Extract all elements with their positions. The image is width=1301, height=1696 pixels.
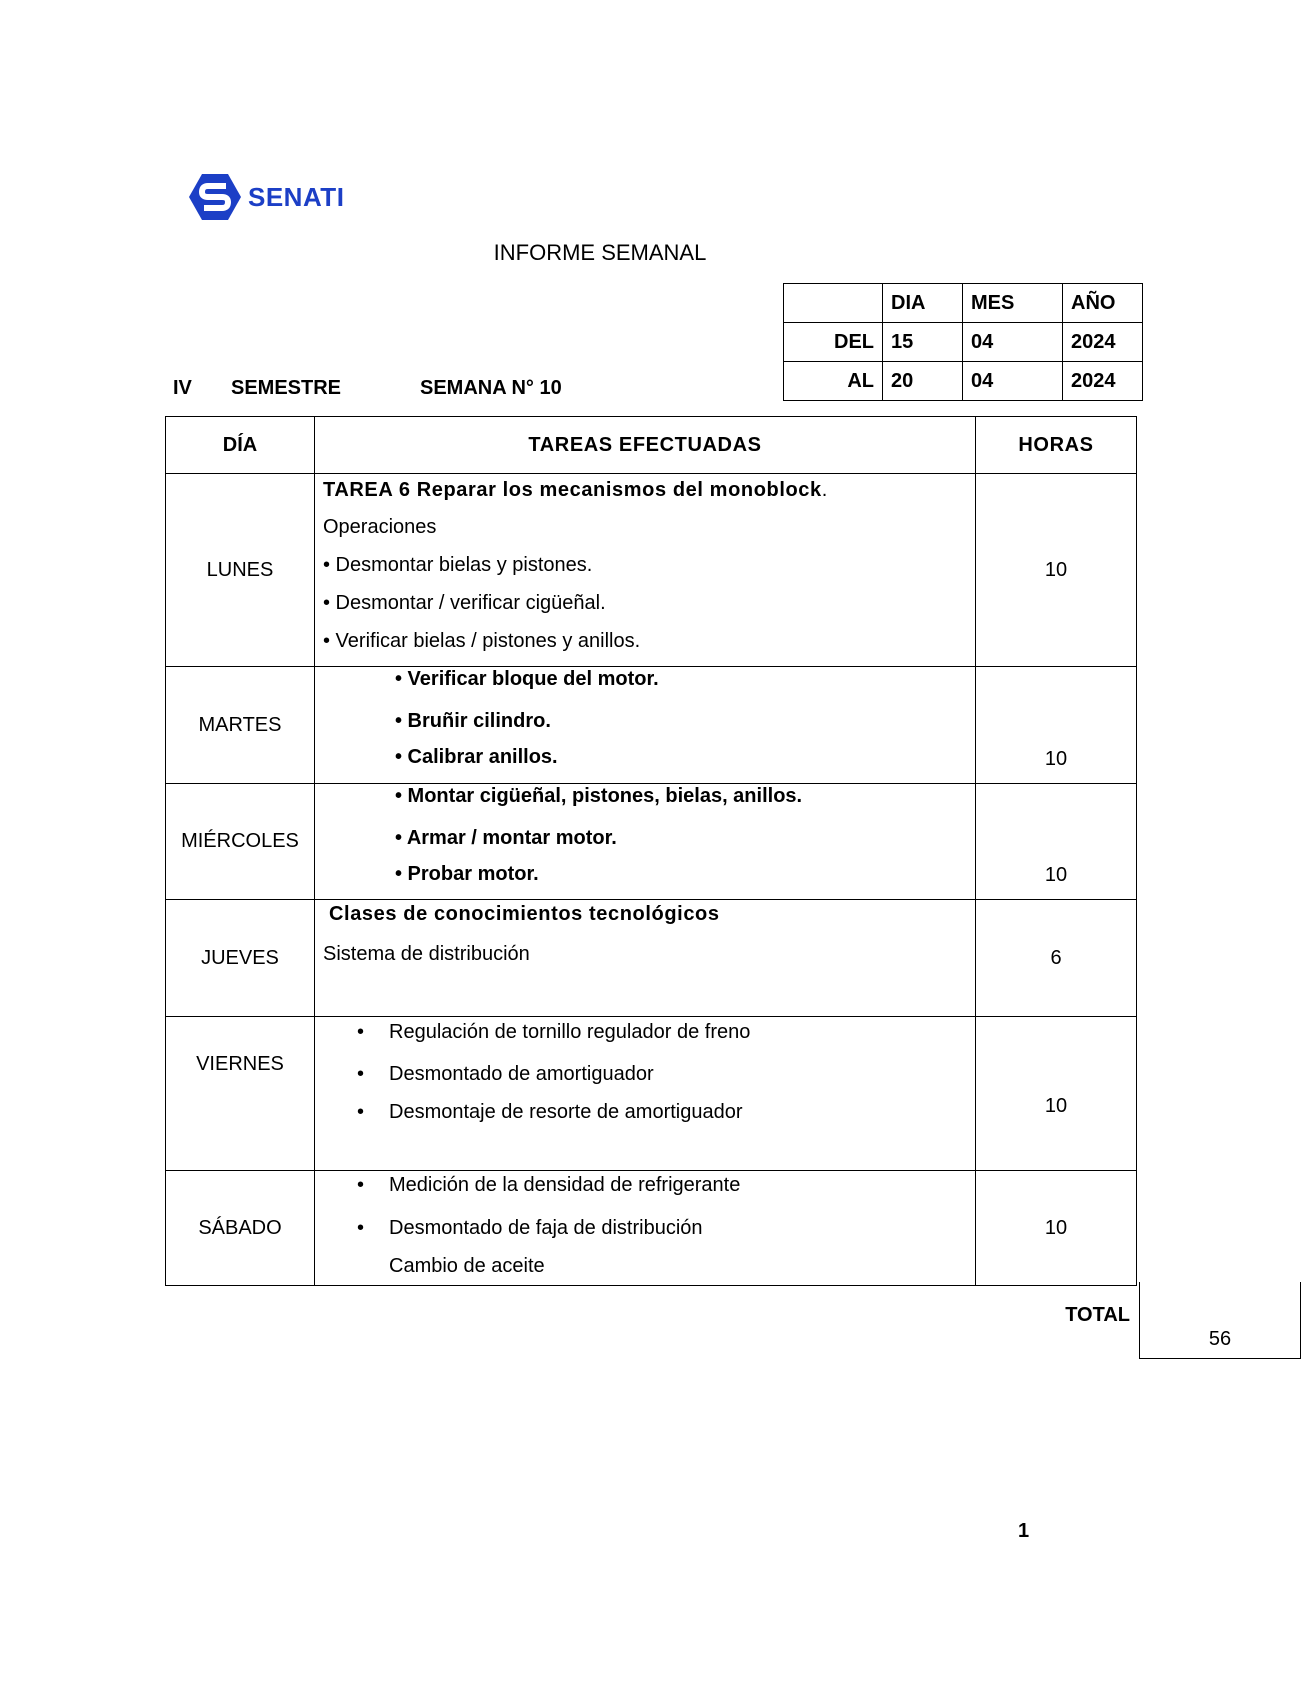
- day-cell: MARTES: [166, 667, 315, 784]
- total-label: TOTAL: [1065, 1304, 1130, 1326]
- task-line: • Desmontar / verificar cigüeñal.: [323, 592, 606, 614]
- table-row-friday: [166, 1017, 1137, 1171]
- hours-cell: 10: [976, 1171, 1137, 1286]
- header-hours: HORAS: [976, 417, 1137, 474]
- task-cell: [315, 784, 976, 900]
- table-row-monday: [166, 474, 1137, 667]
- senati-logo-icon: [188, 172, 242, 222]
- bullet-text: Regulación de tornillo regulador de freno: [389, 1021, 751, 1043]
- bullet-text: Desmontado de amortiguador: [389, 1063, 654, 1085]
- task-cell: [315, 1017, 976, 1171]
- task-cell: [315, 474, 976, 667]
- hours-cell: 10: [976, 1017, 1137, 1171]
- date-header-month: MES: [963, 284, 1063, 323]
- table-header-row: [166, 417, 1137, 474]
- task-title-suffix: .: [821, 479, 828, 501]
- date-row-from: [784, 323, 1143, 362]
- task-line: Sistema de distribución: [323, 943, 530, 965]
- date-from-day: 15: [883, 323, 963, 362]
- hours-cell: 6: [976, 900, 1137, 1017]
- day-cell: JUEVES: [166, 900, 315, 1017]
- date-to-month: 04: [963, 362, 1063, 401]
- date-to-label: AL: [784, 362, 883, 401]
- hours-cell: 10: [976, 784, 1137, 900]
- day-cell: VIERNES: [166, 1017, 315, 1171]
- task-line: • Montar cigüeñal, pistones, bielas, anillos.: [395, 785, 803, 807]
- task-line: Operaciones: [323, 516, 437, 538]
- task-line: • Desmontar bielas y pistones.: [323, 554, 593, 576]
- table-row-saturday: [166, 1171, 1137, 1286]
- date-from-year: 2024: [1063, 323, 1143, 362]
- header-tasks: TAREAS EFECTUADAS: [315, 417, 976, 474]
- task-cell: [315, 667, 976, 784]
- day-cell: LUNES: [166, 474, 315, 667]
- task-line: • Verificar bielas / pistones y anillos.: [323, 630, 641, 652]
- logo-text: SENATI: [248, 181, 345, 212]
- bullet-symbol: •: [357, 1174, 365, 1196]
- week-number: SEMANA N° 10: [420, 377, 562, 399]
- day-cell: SÁBADO: [166, 1171, 315, 1286]
- date-to-year: 2024: [1063, 362, 1143, 401]
- date-from-label: DEL: [784, 323, 883, 362]
- table-row-thursday: [166, 900, 1137, 1017]
- header-day: DÍA: [166, 417, 315, 474]
- list-item: [315, 1093, 975, 1131]
- weekly-tasks-table: [165, 416, 1137, 1286]
- date-to-day: 20: [883, 362, 963, 401]
- table-row-tuesday: [166, 667, 1137, 784]
- date-from-month: 04: [963, 323, 1063, 362]
- semester-number: IV: [173, 377, 192, 399]
- table-row-wednesday: [166, 784, 1137, 900]
- bullet-text: Medición de la densidad de refrigerante: [389, 1174, 741, 1196]
- total-value: 56: [1208, 1328, 1232, 1350]
- task-line: • Armar / montar motor.: [395, 827, 617, 849]
- task-line: • Calibrar anillos.: [395, 746, 558, 768]
- date-header-day: DIA: [883, 284, 963, 323]
- bullet-text: Desmontaje de resorte de amortiguador: [389, 1101, 743, 1123]
- list-item: [315, 1171, 975, 1209]
- task-cell: [315, 900, 976, 1017]
- task-title-text: TAREA 6 Reparar los mecanismos del monoblock: [323, 479, 822, 501]
- day-cell: MIÉRCOLES: [166, 784, 315, 900]
- bullet-symbol: •: [357, 1217, 365, 1239]
- date-header-row: [784, 284, 1143, 323]
- date-header-year: AÑO: [1063, 284, 1143, 323]
- bullet-symbol: •: [357, 1063, 365, 1085]
- task-line: Cambio de aceite: [389, 1255, 545, 1277]
- date-range-table: [783, 283, 1143, 401]
- date-row-to: [784, 362, 1143, 401]
- document-title: INFORME SEMANAL: [493, 240, 707, 265]
- bullet-text: Desmontado de faja de distribución: [389, 1217, 703, 1239]
- list-item: [315, 1055, 975, 1093]
- task-cell: [315, 1171, 976, 1286]
- senati-logo: [188, 172, 368, 222]
- total-value-box: [1139, 1282, 1301, 1359]
- task-line: • Bruñir cilindro.: [395, 710, 551, 732]
- task-line: • Probar motor.: [395, 863, 539, 885]
- hours-cell: 10: [976, 667, 1137, 784]
- task-title: [315, 474, 975, 508]
- hours-cell: 10: [976, 474, 1137, 667]
- bullet-symbol: •: [357, 1101, 365, 1123]
- list-item: [315, 1017, 975, 1055]
- date-header-empty: [784, 284, 883, 323]
- page-number: 1: [1018, 1520, 1030, 1542]
- task-line: • Verificar bloque del motor.: [395, 668, 659, 690]
- list-item: [315, 1209, 975, 1247]
- task-title: Clases de conocimientos tecnológicos: [329, 903, 720, 925]
- semester-label: SEMESTRE: [231, 377, 342, 399]
- bullet-symbol: •: [357, 1021, 365, 1043]
